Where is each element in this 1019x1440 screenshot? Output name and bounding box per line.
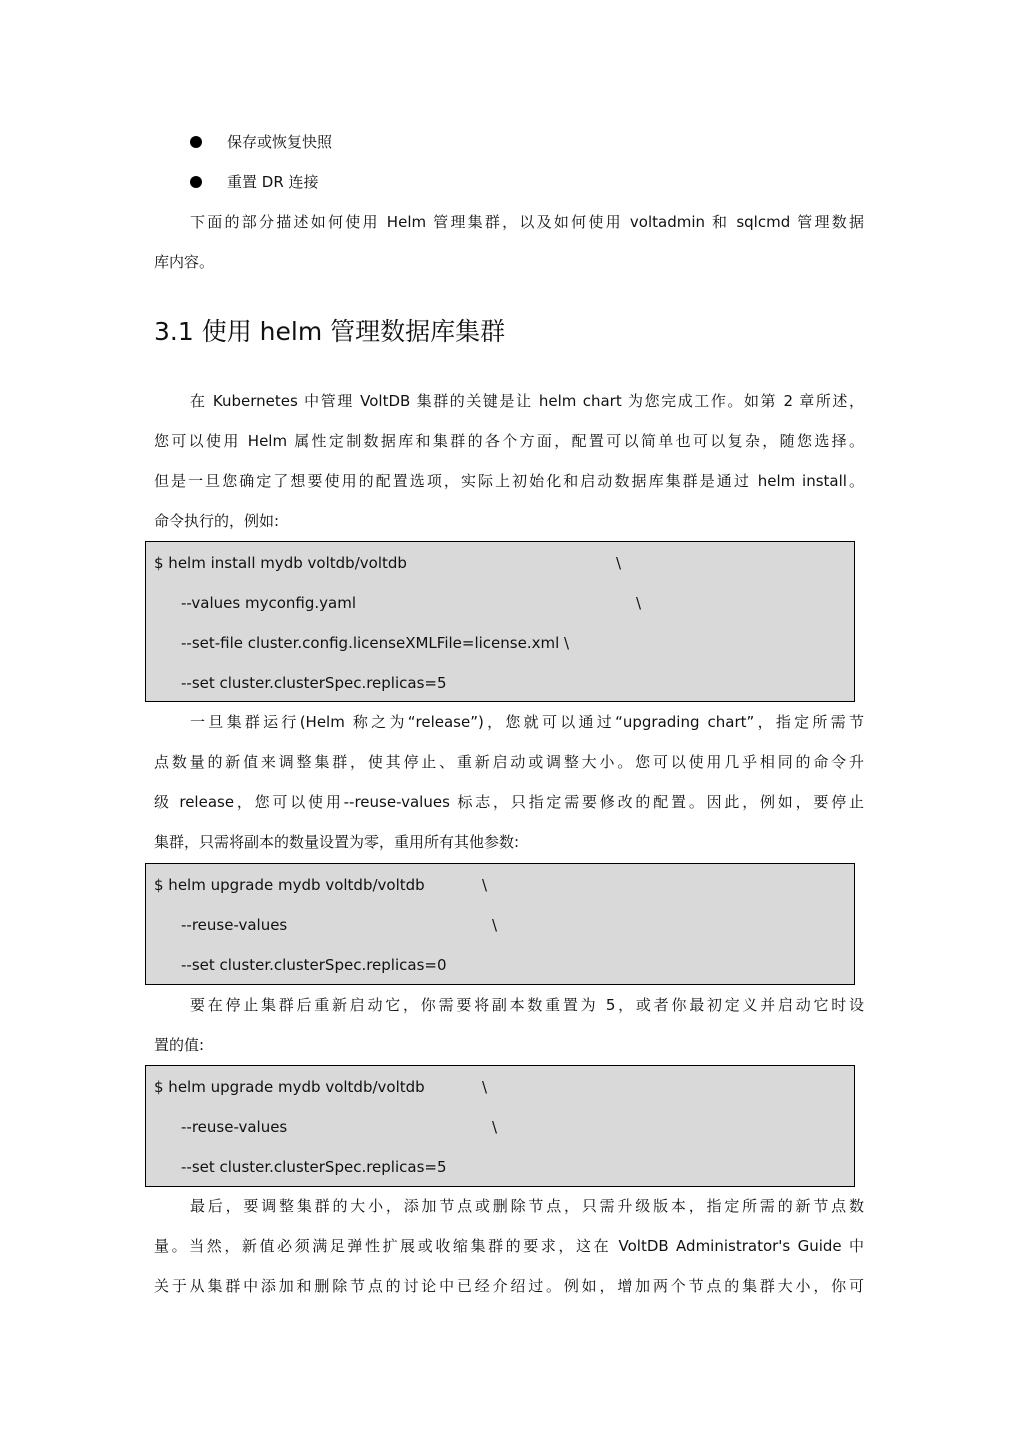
- line-continuation: \: [564, 634, 570, 652]
- line-continuation: \: [636, 594, 642, 612]
- paragraph-line: 关于从集群中添加和删除节点的讨论中已经介绍过。例如，增加两个节点的集群大小，你可: [154, 1277, 864, 1295]
- paragraph-line: 置的值:: [154, 1036, 205, 1054]
- paragraph-line: 量。当然，新值必须满足弹性扩展或收缩集群的要求，这在 VoltDB Administrator's Guide 中: [154, 1237, 864, 1255]
- line-continuation: \: [482, 1078, 488, 1096]
- paragraph-line: 您可以使用 Helm 属性定制数据库和集群的各个方面，配置可以简单也可以复杂，随您选择。: [154, 432, 864, 450]
- bullet-item: 保存或恢复快照: [227, 133, 333, 151]
- paragraph-line: 一旦集群运行(Helm 称之为“release”)，您就可以通过“upgrading chart”，指定所需节: [190, 713, 864, 731]
- code-line: --reuse-values: [181, 916, 288, 934]
- code-line: --reuse-values: [181, 1118, 288, 1136]
- code-line: $ helm upgrade mydb voltdb/voltdb: [154, 1078, 425, 1096]
- section-heading: 3.1 使用 helm 管理数据库集群: [154, 317, 506, 346]
- paragraph-line: 要在停止集群后重新启动它，你需要将副本数重置为 5，或者你最初定义并启动它时设: [190, 996, 864, 1014]
- paragraph-line: 但是一旦您确定了想要使用的配置选项，实际上初始化和启动数据库集群是通过 helm install。: [154, 472, 864, 490]
- intro-line: 下面的部分描述如何使用 Helm 管理集群，以及如何使用 voltadmin 和 sqlcmd 管理数据: [190, 213, 864, 231]
- code-line: --set cluster.clusterSpec.replicas=5: [181, 1158, 447, 1176]
- intro-line: 库内容。: [154, 253, 215, 271]
- code-block: [145, 541, 855, 702]
- paragraph-line: 最后，要调整集群的大小，添加节点或删除节点，只需升级版本，指定所需的新节点数: [190, 1197, 864, 1215]
- code-line: $ helm upgrade mydb voltdb/voltdb: [154, 876, 425, 894]
- paragraph-line: 在 Kubernetes 中管理 VoltDB 集群的关键是让 helm chart 为您完成工作。如第 2 章所述，: [190, 392, 864, 410]
- paragraph-line: 点数量的新值来调整集群，使其停止、重新启动或调整大小。您可以使用几乎相同的命令升: [154, 753, 864, 771]
- paragraph-line: 集群，只需将副本的数量设置为零，重用所有其他参数:: [154, 833, 520, 851]
- bullet-icon: [190, 136, 202, 148]
- paragraph-line: 命令执行的，例如:: [154, 512, 280, 530]
- line-continuation: \: [482, 876, 488, 894]
- bullet-item: 重置 DR 连接: [227, 173, 319, 191]
- line-continuation: \: [492, 916, 498, 934]
- code-block: [145, 863, 855, 985]
- line-continuation: \: [492, 1118, 498, 1136]
- code-line: --values myconfig.yaml: [181, 594, 356, 612]
- code-line: --set cluster.clusterSpec.replicas=0: [181, 956, 447, 974]
- line-continuation: \: [616, 554, 622, 572]
- code-block: [145, 1065, 855, 1187]
- code-line: --set-file cluster.config.licenseXMLFile=license.xml: [181, 634, 560, 652]
- bullet-icon: [190, 176, 202, 188]
- paragraph-line: 级 release，您可以使用--reuse-values 标志，只指定需要修改的配置。因此，例如，要停止: [154, 793, 864, 811]
- code-line: --set cluster.clusterSpec.replicas=5: [181, 674, 447, 692]
- code-line: $ helm install mydb voltdb/voltdb: [154, 554, 407, 572]
